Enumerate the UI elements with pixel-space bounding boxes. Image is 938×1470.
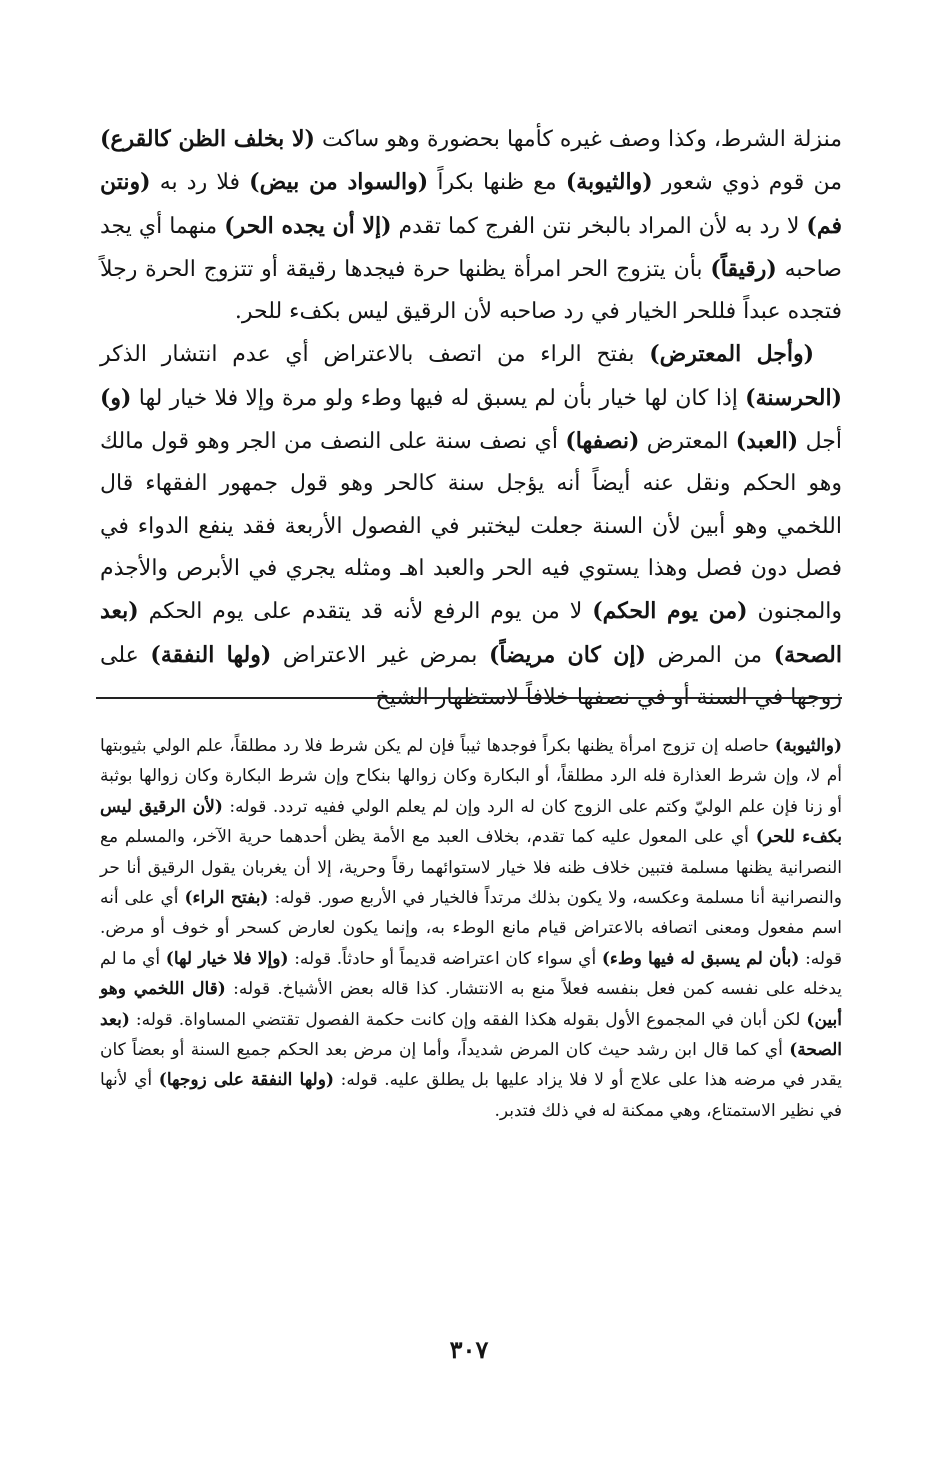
main-text-run: من المرض bbox=[645, 642, 774, 668]
bold-quoted-term: (رقيقاً) bbox=[710, 255, 777, 282]
bold-quoted-term: (لا بخلف الظن كالقرع) bbox=[100, 126, 315, 152]
main-text-run: إذا كان لها خيار بأن لم يسبق له فيها وطء ولو مرة وإلا فلا خيار لها bbox=[131, 385, 746, 411]
bold-quoted-term: (والثيوبة) bbox=[774, 736, 842, 756]
main-text-run: من قوم ذوي شعور bbox=[652, 170, 842, 196]
bold-quoted-term: (إلا أن يجده الحر) bbox=[224, 212, 392, 239]
bold-quoted-term: (ولها النفقة) bbox=[150, 641, 272, 668]
main-text-run: بفتح الراء من اتصف بالاعتراض أي عدم انتشار الذكر bbox=[100, 342, 650, 368]
main-text-run: بمرض غير الاعتراض bbox=[271, 642, 489, 668]
bold-quoted-term: (قال اللخمي وهو أبين) bbox=[100, 979, 842, 1030]
bold-quoted-term: (والثيوبة) bbox=[565, 169, 653, 196]
main-paragraph bbox=[100, 118, 842, 333]
page-number: ٣٠٧ bbox=[449, 1335, 489, 1364]
main-text-run: مع ظنها بكراً bbox=[428, 170, 566, 196]
main-paragraph bbox=[100, 333, 842, 719]
footnote-text-run: أي لأنها في نظير الاستمتاع، وهي ممكنة له في ذلك فتدبر. bbox=[100, 1070, 842, 1121]
footnote-text-run: أي ما لم يدخله على نفسه كمن فعل بنفسه فعلاً منع به الانتشار. كذا قاله بعض الأشياخ. قوله: bbox=[100, 948, 843, 1000]
bold-quoted-term: (وأجل المعترض) bbox=[649, 341, 814, 368]
bold-quoted-term: (بعد الصحة) bbox=[100, 1009, 842, 1061]
bold-quoted-term: (ونتن فم) bbox=[100, 169, 842, 239]
bold-quoted-term: (بأن لم يسبق له فيها وطء) bbox=[601, 948, 800, 969]
bold-quoted-term: (إن كان مريضاً) bbox=[489, 641, 646, 668]
bold-quoted-term: (نصفها) bbox=[565, 428, 640, 455]
footnote-text-run: أي على المعول عليه كما تقدم، بخلاف العبد مع الأمة يظن أحدهما حرية الآخر، والمسلم مع النصرانية يظنها مسلمة فتبين خلاف ظنه فلا خيار لاستوائهما رقاً وحرية، إلا أن يغربان يقول الرقيق أنا حر والنصرانية أنا مسلمة وعكسه، ولا يكون بذلك مرتداً فالخيار في الأربع صور. قوله: bbox=[100, 827, 842, 909]
main-text-run: بأن يتزوج الحر امرأة يظنها حرة فيجدها رقيقة أو تتزوج الحرة رجلاً فتجده عبداً فللحر الخيار في رد صاحبه لأن الرقيق ليس بكفء للحر. bbox=[100, 256, 842, 325]
bold-quoted-term: (و) bbox=[100, 384, 132, 411]
footnote-text-run: أي على أنه اسم مفعول ومعنى اتصافه بالاعتراض قيام مانع الوطء به، وإنما يكون لعارض كسحر أو خوف أو مرض. قوله: bbox=[100, 888, 843, 969]
bold-quoted-term: (والسواد من بيض) bbox=[249, 169, 429, 196]
bold-quoted-term: (لأن الرقيق ليس بكفء للحر) bbox=[100, 796, 842, 848]
bold-quoted-term: (العبد) bbox=[735, 428, 799, 455]
main-text-run: المعترض bbox=[639, 429, 736, 455]
main-text-run: أي نصف سنة على النصف من الجر وهو قول مالك وهو الحكم ونقل عنه أيضاً أنه يؤجل سنة كالحر وهو قول جمهور الفقهاء قال اللخمي وهو أبين لأن السنة جعلت ليختبر في الفصول الأربعة فقد ينفع الدواء في فصل دون فصل وهذا يستوي فيه الحر والعبد اهـ ومثله يجري في الأبرص والأجذم والمجنون bbox=[100, 429, 843, 625]
main-text-run: لا من يوم الرفع لأنه قد يتقدم على يوم الحكم bbox=[138, 599, 593, 625]
bold-quoted-term: (من يوم الحكم) bbox=[592, 598, 748, 625]
footnotes bbox=[100, 731, 842, 1126]
main-text bbox=[100, 118, 842, 719]
bold-quoted-term: (الحرسنة) bbox=[745, 384, 842, 411]
footnote-text-run: أي كما قال ابن رشد حيث كان المرض شديداً، وأما إن مرض بعد الحكم جميع السنة أو بعضاً كان يقدر في مرضه هذا على علاج أو لا فلا يزاد عليها بل يطلق عليه. قوله: bbox=[100, 1040, 843, 1091]
footnote-separator bbox=[96, 697, 842, 699]
bold-quoted-term: (ولها النفقة على زوجها) bbox=[158, 1070, 334, 1091]
footnote-paragraph bbox=[100, 731, 842, 1126]
main-text-run: على زوجها في السنة أو في نصفها خلافاً لاستظهار الشيخ bbox=[100, 642, 842, 710]
bold-quoted-term: (بفتح الراء) bbox=[184, 888, 269, 909]
main-text-run: لا رد به لأن المراد بالبخر نتن الفرج كما تقدم bbox=[391, 213, 807, 239]
footnote-text-run: أي سواء كان اعتراضه قديماً أو حادثاً. قوله: bbox=[288, 948, 602, 969]
bold-quoted-term: (بعد الصحة) bbox=[100, 598, 842, 668]
main-text-run: فلا رد به bbox=[150, 170, 250, 196]
main-text-run: أجل bbox=[798, 429, 842, 455]
bold-quoted-term: (وإلا فلا خيار لها) bbox=[165, 948, 289, 969]
footnote-text-run: لكن أبان في المجموع الأول بقوله هكذا الفقه وإن كانت حكمة الفصول تقتضي المساواة. قوله: bbox=[129, 1009, 807, 1030]
main-text-run: منزلة الشرط، وكذا وصف غيره كأمها بحضورة وهو ساكت bbox=[314, 127, 842, 152]
footnote-text-run: حاصله إن تزوج امرأة يظنها بكراً فوجدها ثيباً فإن لم يكن شرط فلا رد مطلقاً، علم الولي بثيوبتها أم لا، وإن شرط العذارة فله الرد مطلقاً، أو البكارة وكان زوالها بنكاح وإن شرط البكارة وكان زوالها بوثبة أو زنا فإن علم الوليّ وكتم على الزوج كان له الرد وإن لم يعلم الولي ففيه تردد. قوله: bbox=[100, 736, 842, 817]
main-text-run: منهما أي يجد صاحبه bbox=[100, 213, 842, 282]
